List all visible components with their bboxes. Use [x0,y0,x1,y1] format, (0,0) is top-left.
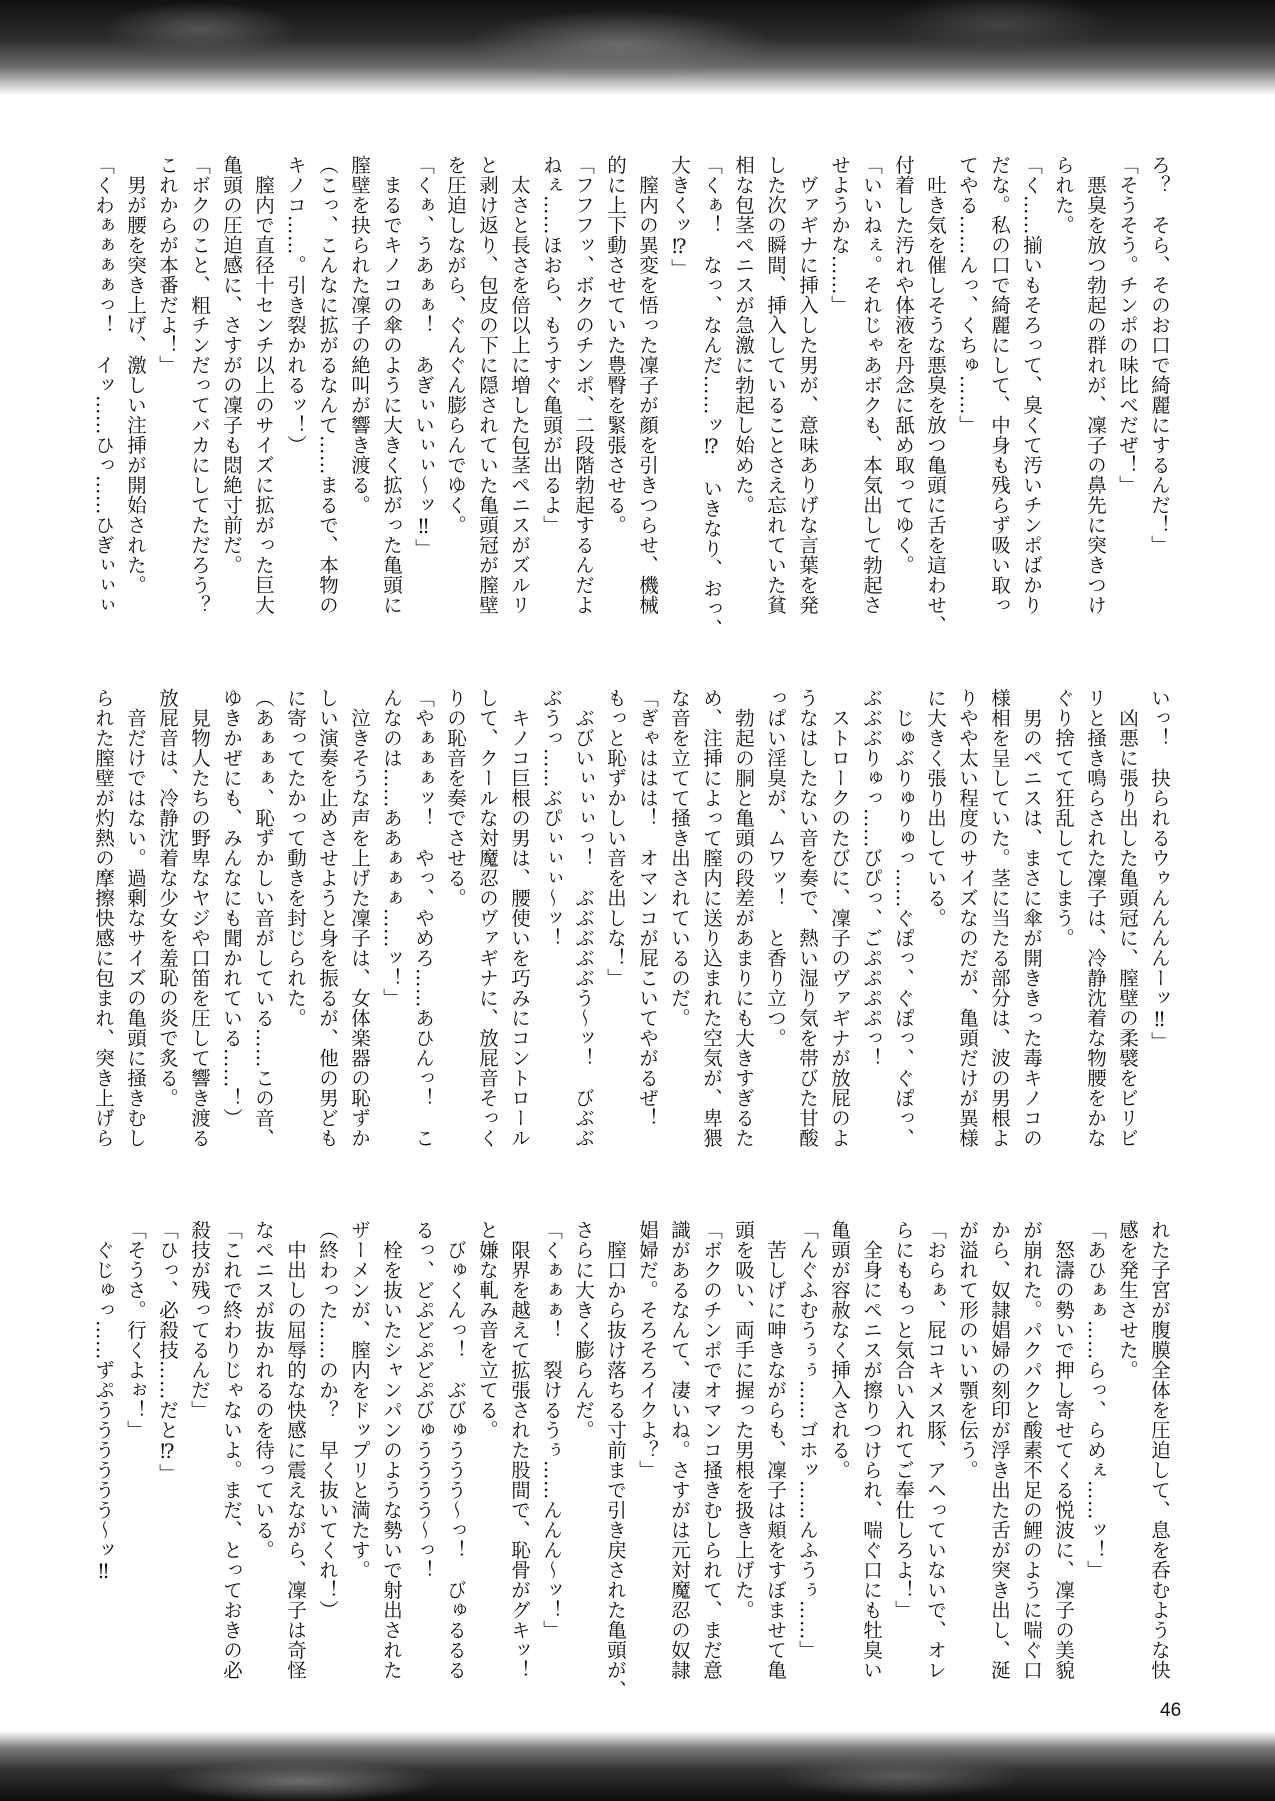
text-line: が溢れて形のいい顎を伝う。 [956,1220,979,1480]
text-line: ザーメンが、膣内をドップリと満たす。 [348,1220,371,1580]
text-line: 凶悪に張り出した亀頭冠に、膣壁の柔襞をビリビ [1116,688,1139,1148]
text-line: から、奴隷娼婦の刻印が浮き出た舌が突き出し、涎 [988,1220,1011,1680]
text-line: （あぁぁぁ、恥ずかしい音がしている……この音、 [252,688,275,1148]
text-line: これからが本番だよ！」 [156,155,179,375]
text-line: 「ひっ、必殺技……だと⁉」 [156,1220,179,1484]
text-line: 吐き気を催しそうな悪臭を放つ亀頭に舌を這わせ、 [924,155,947,635]
text-line: まるでキノコの傘のように大きく拡がった亀頭に [380,155,403,615]
text-line: した次の瞬間、挿入していることさえ忘れていた貧 [764,155,787,615]
text-line: 「そうさ。行くよぉ！」 [124,1220,147,1440]
text-line: 勃起の胴と亀頭の段差があまりにも大きすぎるた [732,688,755,1148]
text-line: 膣口から抜け落ちる寸前まで引き戻された亀頭が、 [604,1220,627,1700]
text-line: 怒濤の勢いで押し寄せてくる悦波に、凜子の美貌 [1052,1220,1075,1680]
text-line: 「くぁ！ なっ、なんだ……ッ⁉ いきなり、おっ、 [700,155,723,639]
text-line: ぶうっ……ぶぴぃぃぃ～ッ！ [540,688,563,948]
text-line: らにももっと気合い入れてご奉仕しろよ！」 [892,1220,915,1620]
text-line: 男が腰を突き上げ、激しい注挿が開始された。 [124,155,147,595]
text-line: め、注挿によって膣内に送り込まれた空気が、卑猥 [700,688,723,1148]
text-line: を圧迫しながら、ぐんぐん膨らんでゆく。 [444,155,467,535]
text-line: 膣壁を抉られた凜子の絶叫が響き渡る。 [348,155,371,515]
text-line: に寄ってたかって動きを封じられた。 [284,688,307,1028]
text-line: 頭を吸い、両手に握った男根を扱き上げた。 [732,1220,755,1620]
text-line: ヴァギナに挿入した男が、意味ありげな言葉を発 [796,155,819,615]
text-line: に大きく張り出している。 [924,688,947,928]
text-line: 「あひぁぁ……らっ、らめぇ……ッ！」 [1084,1220,1107,1580]
text-line: 付着した汚れや体液を丹念に舐め取ってゆく。 [892,155,915,575]
text-line: んなのは……ああぁぁぁ……ッ！」 [380,688,403,1008]
text-line: ぶびいぃぃぃっ！ ぶぶぶぶぶう～ッ！ びぶぶ [572,688,595,1148]
text-line: 「くわぁぁぁぁっ！ イッ……ひっ……ひぎぃぃぃ [92,155,115,615]
text-line: 「ボクのチンポでオマンコ掻きむしられて、まだ意 [700,1220,723,1680]
text-line: 亀頭の圧迫感に、さすがの凜子も悶絶寸前だ。 [220,155,243,575]
text-line: じゅぶりゅりゅっ……ぐぽっ、ぐぽっ、ぐぽっ、 [892,688,915,1148]
text-line: 苦しげに呻きながらも、凜子は頬をすぼませて亀 [764,1220,787,1680]
text-line: られた膣壁が灼熱の摩擦快感に包まれ、突き上げら [92,688,115,1148]
text-line: うなはしたない音を奏で、熱い湿り気を帯びた甘酸 [796,688,819,1148]
text-line: 「おらぁ、屁コキメス豚、アヘっていないで、オレ [924,1220,947,1680]
text-line: しい演奏を止めさせようと身を振るが、他の男ども [316,688,339,1148]
text-line: リと掻き鳴らされた凜子は、冷静沈着な物腰をかな [1084,688,1107,1148]
text-line: 娼婦だ。そろそろイクよ？」 [636,1220,659,1480]
text-line: （こっ、こんなに拡がるなんて……まるで、本物の [316,155,339,615]
text-line: っぱい淫臭が、ムワッ！ と香り立つ。 [764,688,787,1048]
text-line: 中出しの屈辱的な快感に震えながら、凜子は奇怪 [284,1220,307,1680]
text-line: 「ボクのこと、粗チンだってバカにしてただろう？ [188,155,211,615]
text-line: と剥け返り、包皮の下に隠されていた亀頭冠が膣壁 [476,155,499,615]
text-line: てやる……んっ、くちゅ……」 [956,155,979,435]
text-line: びゅくんっ！ ぶびゅううう～っ！ びゅるるる [444,1220,467,1680]
text-line: 「んぐふむうぅぅ……ゴホッ……んふうぅ……」 [796,1220,819,1660]
text-line: ゆきかぜにも、みんなにも聞かれている……！） [220,688,243,1128]
text-line: ぶぶぶりゅっ……びぴっ、ごぷぷぷぷっ！ [860,688,883,1068]
text-line: るっ、どぷどぷどぷびゅうううう～っ！ [412,1220,435,1580]
text-line: 限界を越えて拡張された股間で、恥骨がグキッ！ [508,1220,531,1680]
text-line: られた。 [1052,155,1075,235]
bottom-grunge-border [0,1731,1275,1801]
text-line: せようかな……」 [828,155,851,315]
text-line: が崩れた。パクパクと酸素不足の鯉のように喘ぐ口 [1020,1220,1043,1680]
text-line: ぐじゅっ……ずぷうううううう～ッ‼ [92,1220,115,1584]
text-tier-1 [92,155,1175,639]
top-grunge-border [0,0,1275,95]
text-line: 殺技が残ってるんだ」 [188,1220,211,1420]
text-line: 識があるなんて、凄いね。さすがは元対魔忍の奴隷 [668,1220,691,1680]
text-tier-2 [92,688,1175,1158]
text-line: と嫌な軋み音を立てる。 [476,1220,499,1440]
text-line: 栓を抜いたシャンパンのような勢いで射出された [380,1220,403,1680]
text-line: 「フフフッ、ボクのチンポ、二段階勃起するんだよ [572,155,595,615]
text-line: りの恥音を奏でさせる。 [444,688,467,908]
text-line: もっと恥ずかしい音を出しな！」 [604,688,627,988]
text-line: 悪臭を放つ勃起の群れが、凜子の鼻先に突きつけ [1084,155,1107,615]
text-line: 「いいねぇ。それじゃあボクも、本気出して勃起さ [860,155,883,615]
text-line: 「ぎゃははは！ オマンコが屁こいてやがるぜ！ [636,688,659,1128]
text-line: 膣内で直径十センチ以上のサイズに拡がった巨大 [252,155,275,615]
text-tier-3 [92,1220,1175,1700]
text-line: 全身にペニスが擦りつけられ、喘ぐ口にも牡臭い [860,1220,883,1680]
text-line: 放屁音は、冷静沈着な少女を羞恥の炎で炙る。 [156,688,179,1108]
text-line: ぐり捨てて狂乱してしまう。 [1052,688,1075,948]
text-line: 膣内の異変を悟った凜子が顔を引きつらせ、機械 [636,155,659,615]
text-line: さらに大きく膨らんだ。 [572,1220,595,1440]
text-line: 見物人たちの野卑なヤジや口笛を圧して響き渡る [188,688,211,1148]
text-line: な音を立てて掻き出されているのだ。 [668,688,691,1028]
text-line: 「くぁぁぁ！ 裂けるうぅ……んんん～ッ！」 [540,1220,563,1640]
text-line: 様相を呈していた。茎に当たる部分は、波の男根よ [988,688,1011,1148]
text-line: れた子宮が腹膜全体を圧迫して、息を呑むような快 [1148,1220,1171,1680]
text-line: 大きくッ⁉」 [668,155,691,279]
text-line: 相な包茎ペニスが急激に勃起し始めた。 [732,155,755,515]
text-line: 「これで終わりじゃないよ。まだ、とっておきの必 [220,1220,243,1680]
text-line: いっ！ 抉られるウゥんんんんーッ‼」 [1148,688,1171,1052]
text-line: （終わった……のか？ 早く抜いてくれ！） [316,1220,339,1620]
text-line: ねぇ……ほおら、もうすぐ亀頭が出るよ」 [540,155,563,535]
text-line: なペニスが抜かれるのを待っている。 [252,1220,275,1560]
text-line: 「そうそう。チンポの味比べだぜ！」 [1116,155,1139,495]
text-line: 「やぁぁぁッ！ やっ、やめろ……あひんっ！ こ [412,688,435,1148]
text-line: 感を発生させた。 [1116,1220,1139,1380]
text-line: キノコ巨根の男は、腰使いを巧みにコントロール [508,688,531,1148]
text-line: して、クールな対魔忍のヴァギナに、放屁音そっく [476,688,499,1148]
text-line: 「く……揃いもそろって、臭くて汚いチンポばかり [1020,155,1043,615]
text-line: 太さと長さを倍以上に増した包茎ペニスがズルリ [508,155,531,615]
text-line: 「くぁ、うあぁぁ！ あぎぃいぃぃ～ッ‼」 [412,155,435,559]
text-line: キノコ……。引き裂かれるッ！） [284,155,307,455]
text-line: ろ？ そら、そのお口で綺麗にするんだ！」 [1148,155,1171,555]
text-line: 男のペニスは、まさに傘が開ききった毒キノコの [1020,688,1043,1148]
text-line: 亀頭が容赦なく挿入される。 [828,1220,851,1480]
text-line: 泣きそうな声を上げた凜子は、女体楽器の恥ずか [348,688,371,1148]
page-number: 46 [1160,1700,1182,1721]
text-line: だな。私の口で綺麗にして、中身も残らず吸い取っ [988,155,1011,615]
text-line: 音だけではない。過剰なサイズの亀頭に掻きむし [124,688,147,1148]
text-line: ストロークのたびに、凜子のヴァギナが放屁のよ [828,688,851,1148]
text-line: りやや太い程度のサイズなのだが、亀頭だけが異様 [956,688,979,1148]
text-line: 的に上下動させていた豊臀を緊張させる。 [604,155,627,535]
